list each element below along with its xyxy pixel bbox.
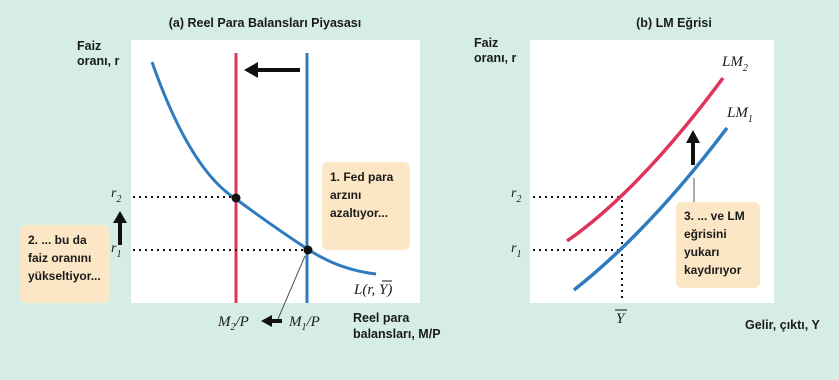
- lm2-label: $LM_2$: [722, 54, 748, 74]
- panel-b-y-label: Faiz: [474, 36, 499, 50]
- panel-a-x-label-2: balansları, M/P: [353, 327, 441, 341]
- r1-label-a: $r_1$: [111, 241, 122, 260]
- panel-a-y-label-2: oranı, r: [77, 54, 120, 68]
- money-demand-label: L(r, Y): [354, 282, 393, 298]
- note-rate-line-1: 2. ... bu da: [28, 233, 87, 247]
- r2-label-b: $r_2$: [511, 186, 522, 205]
- note-rate-line-2: faiz oranını: [28, 251, 92, 265]
- note-fed-line-1: 1. Fed para: [330, 170, 394, 184]
- r2-label-a: $r_2$: [111, 186, 122, 205]
- note-lm-shift: [676, 202, 760, 288]
- m1-over-p-label: $M_1/P$: [289, 314, 320, 333]
- panel-a-y-label: Faiz: [77, 39, 102, 53]
- panel-b-y-label-2: oranı, r: [474, 51, 517, 65]
- equilibrium-point-2: [232, 194, 241, 203]
- m-shift-arrowhead: [261, 315, 272, 327]
- equilibrium-point-1: [304, 246, 313, 255]
- note-lm-line-4: kaydırıyor: [684, 263, 742, 277]
- r1-label-b: $r_1$: [511, 241, 522, 260]
- note-lm-line-2: eğrisini: [684, 227, 727, 241]
- note-fed-line-2: arzını: [330, 188, 362, 202]
- note-rate-line-3: yükseltiyor...: [28, 269, 101, 283]
- rate-up-arrowhead: [113, 211, 127, 223]
- panel-b-title: (b) LM Eğrisi: [636, 16, 712, 30]
- m2-over-p-label: $M_2/P$: [218, 314, 249, 333]
- note-lm-line-3: yukarı: [684, 245, 720, 259]
- panel-b-x-label: Gelir, çıktı, Y: [745, 318, 820, 332]
- panel-a-title: (a) Reel Para Balansları Piyasası: [168, 16, 362, 30]
- note-lm-line-1: 3. ... ve LM: [684, 209, 745, 223]
- y-bar-label: Y: [616, 311, 625, 327]
- lm1-label: $LM_1$: [727, 105, 753, 125]
- panel-a-x-label: Reel para: [353, 311, 410, 325]
- note-rate-increase: [20, 225, 110, 303]
- note-fed-decrease: [322, 162, 410, 250]
- note-fed-line-3: azaltıyor...: [330, 206, 389, 220]
